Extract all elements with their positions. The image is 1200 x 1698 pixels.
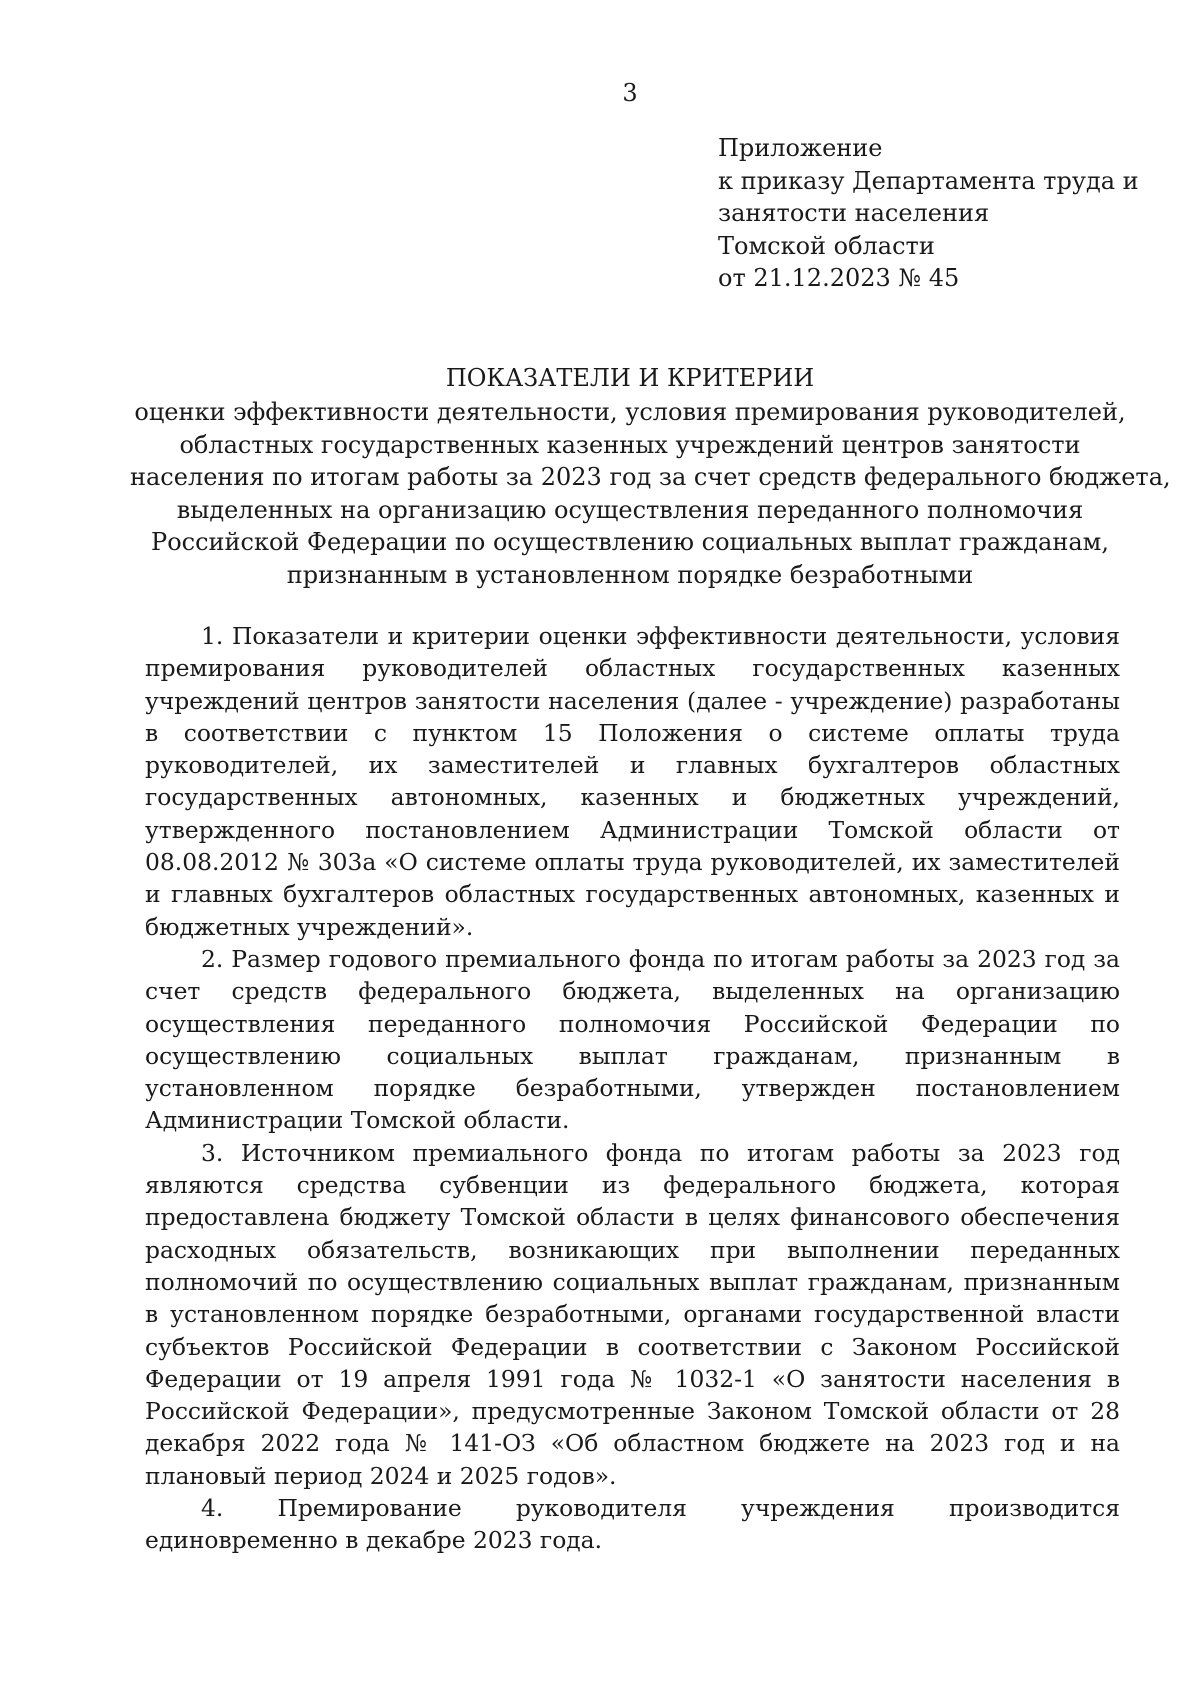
page-number: 3 (622, 79, 638, 107)
title-subtitle-line: Российской Федерации по осуществлению социальных выплат гражданам, (151, 528, 1109, 556)
title-subtitle-line: областных государственных казенных учреждений центров занятости (179, 430, 1081, 459)
document-body (145, 620, 1120, 1557)
paragraph-1: 1. Показатели и критерии оценки эффективности деятельности, условия премирования руководителей областных государственных казенных учреждений центров занятости населения (далее - учреждение) разработаны в соответствии с пунктом 15 Положения о системе оплаты труда руководителей, их заместителей и главных бухгалтеров областных государственных автономных, казенных и бюджетных учреждений, утвержденного постановлением Администрации Томской области от 08.08.2012 № 303а «О системе оплаты труда руководителей, их заместителей и главных бухгалтеров областных государственных автономных, казенных и бюджетных учреждений». (145, 622, 1120, 941)
document-title (130, 360, 1171, 591)
appendix-header (718, 132, 1158, 295)
paragraph-3: 3. Источником премиального фонда по итогам работы за 2023 год являются средства субвенции из федерального бюджета, которая предоставлена бюджету Томской области в целях финансового обеспечения расходных обязательств, возникающих при выполнении переданных полномочий по осуществлению социальных выплат гражданам, признанным в установленном порядке безработными, органами государственной власти субъектов Российской Федерации в соответствии с Законом Российской Федерации от 19 апреля 1991 года № 1032-1 «О занятости населения в Российской Федерации», предусмотренные Законом Томской области от 28 декабря 2022 года № 141-ОЗ «Об областном бюджете на 2023 год и на плановый период 2024 и 2025 годов». (145, 1138, 1120, 1490)
paragraph-2: 2. Размер годового премиального фонда по итогам работы за 2023 год за счет средств федерального бюджета, выделенных на организацию осуществления переданного полномочия Российской Федерации по осуществлению социальных выплат гражданам, признанным в установленном порядке безработными, утвержден постановлением Администрации Томской области. (145, 944, 1120, 1135)
title-subtitle-line: признанным в установленном порядке безработными (286, 560, 974, 589)
appendix-line: к приказу Департамента труда и (718, 166, 1139, 195)
title-main: ПОКАЗАТЕЛИ И КРИТЕРИИ (445, 364, 815, 392)
appendix-line: Томской области (718, 231, 935, 260)
title-subtitle (130, 396, 1171, 591)
title-subtitle-line: населения по итогам работы за 2023 год за счет средств федерального бюджета, (130, 463, 1171, 491)
paragraph-4: 4. Премирование руководителя учреждения производится единовременно в декабре 2023 года. (145, 1494, 1120, 1555)
title-subtitle-line: оценки эффективности деятельности, условия премирования руководителей, (134, 398, 1126, 426)
appendix-line: от 21.12.2023 № 45 (718, 264, 960, 292)
appendix-line: занятости населения (718, 199, 990, 227)
title-subtitle-line: выделенных на организацию осуществления переданного полномочия (176, 495, 1084, 524)
appendix-line: Приложение (718, 134, 883, 162)
